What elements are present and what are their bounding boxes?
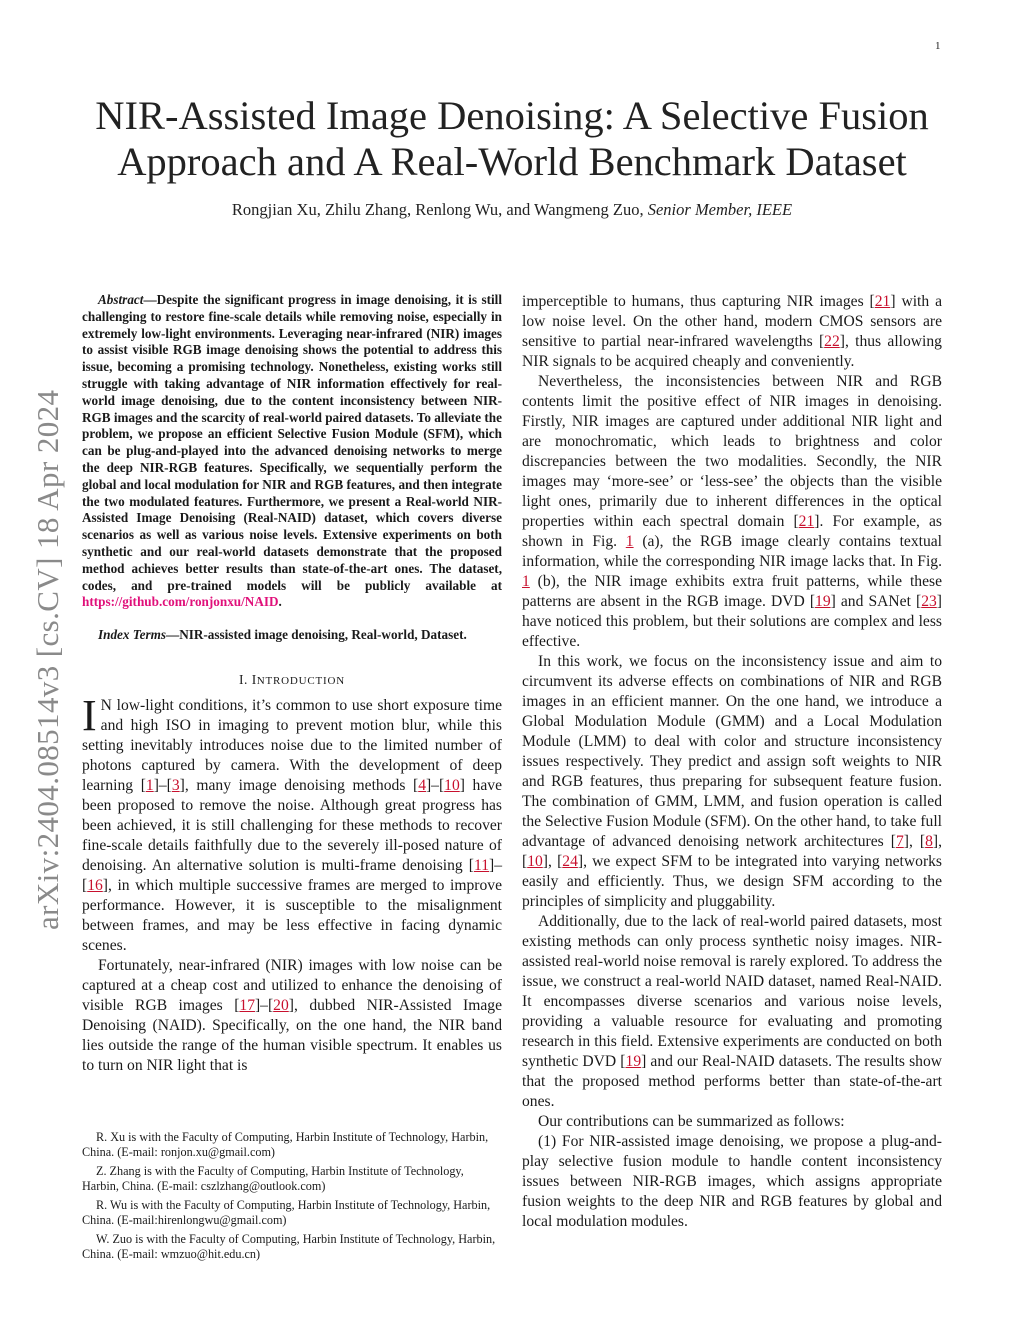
- right-paragraph-3: In this work, we focus on the inconsistency issue and aim to circumvent its adverse effects on combinations of NIR and RGB images in an efficient manner. On the one hand, we introduce a Global Modulation Module (GMM) and a Local Modulation Module (LMM) to deal with color and structure inconsistency issues respectively. They predict and assign soft weights to NIR and RGB features, thus preparing for subsequent feature fusion. The combination of GMM, LMM, and fusion operation is called the Selective Fusion Module (SFM). On the other hand, to take full advantage of advanced denoising network architectures [7], [8], [10], [24], we expect SFM to be integrated into varying networks easily and efficiently. Thus, we design SFM according to the principles of simplicity and pluggability.: [522, 653, 943, 910]
- citation-link[interactable]: 19: [815, 593, 831, 610]
- author-names: Rongjian Xu, Zhilu Zhang, Renlong Wu, and Wangmeng Zuo,: [231, 200, 644, 219]
- footnote: R. Wu is with the Faculty of Computing, Harbin Institute of Technology, Harbin, China. (E-mail:hirenlongwu@gmail.com): [82, 1198, 491, 1227]
- right-paragraph-6: (1) For NIR-assisted image denoising, we propose a plug-and-play selective fusion module to handle content inconsistency issues between NIR-RGB images, which assigns appropriate fusion weights to the deep NIR and RGB features by global and local modulation modules.: [522, 1133, 942, 1230]
- citation-link[interactable]: 16: [87, 876, 103, 894]
- citation-link[interactable]: 21: [798, 513, 815, 530]
- citation-link[interactable]: 11: [473, 856, 489, 874]
- figure-link[interactable]: 1: [522, 573, 530, 590]
- footnote: Z. Zhang is with the Faculty of Computing, Harbin Institute of Technology, Harbin, China. (E-mail: cszlzhang@outlook.com): [82, 1164, 464, 1193]
- right-paragraph-2: Nevertheless, the inconsistencies between NIR and RGB contents limit the positive effect of NIR images in denoising. Firstly, NIR images are captured under additional NIR light and are monochromatic, which leads to brightness and color discrepancies between the two modalities. Secondly, the NIR images may ‘more-see’ or ‘less-see’ the objects than the visible light ones, primarily due to inherent differences in the optical properties within each spectral domain [21]. For example, as shown in Fig. 1 (a), the RGB image clearly contains textual information, while the corresponding NIR image lacks that. In Fig. 1 (b), the NIR image exhibits extra fruit patterns, while these patterns are absent in the RGB image. DVD [19] and SANet [23] have noticed this problem, but their solutions are complex and less effective.: [522, 373, 943, 650]
- abstract: Abstract—Despite the significant progress in image denoising, it is still challenging to restore fine-scale details while removing noise, especially in extremely low-light environments. Leveraging near-infrared (NIR) images to assist visible RGB image denoising shows the potential to address this issue, becoming a promising technology. Nonetheless, existing works still struggle with taking advantage of NIR information effectively for real-world image denoising, due to the content inconsistency between NIR-RGB images and the scarcity of real-world paired datasets. To alleviate the problem, we propose an efficient Selective Fusion Module (SFM), which can be plug-and-played into the advanced denoising networks to merge the deep NIR-RGB features. Specifically, we sequentially perform the global and local modulation for NIR and RGB features, and then integrate the two modulated features. Furthermore, we present a Real-world NIR-Assisted Image Denoising (Real-NAID) dataset, which covers diverse scenarios as well as various noise levels. Extensive experiments on both synthetic and our real-world datasets demonstrate that the proposed method achieves better results than state-of-the-art ones. The dataset, codes, and pre-trained models will be publicly available at https://github.com/ronjonxu/NAID.: [82, 292, 502, 610]
- citation-link[interactable]: 10: [444, 776, 460, 794]
- citation-link[interactable]: 10: [527, 853, 543, 870]
- github-link[interactable]: https://github.com/ronjonxu/NAID: [82, 594, 279, 610]
- index-terms: Index Terms—NIR-assisted image denoising, Real-world, Dataset.: [98, 627, 467, 643]
- intro-paragraph-2: Fortunately, near-infrared (NIR) images with low noise can be captured at a cheap cost and utilized to enhance the denoising of visible RGB images [17]–[20], dubbed NIR-Assisted Image Denoising (NAID). Specifically, on the one hand, the NIR band lies outside the range of the human visible spectrum. It enables us to turn on NIR light that is: [82, 956, 502, 1074]
- citation-link[interactable]: 19: [625, 1053, 642, 1070]
- footnote: W. Zuo is with the Faculty of Computing, Harbin Institute of Technology, Harbin, China. (E-mail: wmzuo@hit.edu.cn): [82, 1232, 496, 1261]
- section-number: I.: [239, 671, 248, 687]
- citation-link[interactable]: 8: [925, 833, 933, 850]
- title-line-2: Approach and A Real-World Benchmark Dataset: [117, 139, 907, 184]
- footnote: R. Xu is with the Faculty of Computing, Harbin Institute of Technology, Harbin, China. (E-mail: ronjon.xu@gmail.com): [82, 1130, 489, 1159]
- citation-link[interactable]: 17: [239, 996, 255, 1014]
- citation-link[interactable]: 20: [273, 996, 289, 1014]
- citation-link[interactable]: 1: [145, 776, 154, 794]
- index-terms-text: NIR-assisted image denoising, Real-world, Dataset.: [179, 627, 467, 643]
- page-number: 1: [935, 40, 941, 52]
- index-terms-label: Index Terms: [98, 627, 167, 643]
- abstract-text: Despite the significant progress in image denoising, it is still challenging to restore fine-scale details while removing noise, especially in extremely low-light environments. Leveraging near-infrared (NIR) images to assist visible RGB image denoising shows the potential to address this issue, becoming a promising technology. Nonetheless, existing works still struggle with taking advantage of NIR information effectively for real-world image denoising, due to the content inconsistency between NIR-RGB images and the scarcity of real-world paired datasets. To alleviate the problem, we propose an efficient Selective Fusion Module (SFM), which can be plug-and-played into the advanced denoising networks to merge the deep NIR-RGB features. Specifically, we sequentially perform the global and local modulation for NIR and RGB features, and then integrate the two modulated features. Furthermore, we present a Real-world NIR-Assisted Image Denoising (Real-NAID) dataset, which covers diverse scenarios as well as various noise levels. Extensive experiments on both synthetic and our real-world datasets demonstrate that the proposed method achieves better results than state-of-the-art ones. The dataset, codes, and pre-trained models will be publicly available at: [82, 292, 502, 593]
- citation-link[interactable]: 22: [824, 333, 840, 350]
- citation-link[interactable]: 21: [874, 293, 891, 310]
- section-first-letter: I: [251, 671, 257, 687]
- paper-title: [60, 93, 964, 185]
- author-list: [60, 200, 964, 220]
- drop-cap: I: [82, 690, 97, 740]
- abstract-label: Abstract: [98, 292, 144, 307]
- citation-link[interactable]: 23: [921, 593, 937, 610]
- right-paragraph-5: Our contributions can be summarized as follows:: [538, 1113, 845, 1130]
- citation-link[interactable]: 24: [562, 853, 578, 870]
- right-column: [522, 292, 942, 1232]
- right-paragraph-4: Additionally, due to the lack of real-world paired datasets, most existing methods can only process synthetic noisy images. NIR-assisted real-world noise removal is rarely explored. To address the issue, we construct a real-world NAID dataset, named Real-NAID. It encompasses diverse scenarios and various noise levels, providing a valuable resource for evaluating and promoting research in this field. Extensive experiments are conducted on both synthetic DVD [19] and our Real-NAID datasets. The results show that the proposed method performs better than state-of-the-art ones.: [522, 913, 943, 1110]
- section-title-rest: NTRODUCTION: [256, 674, 345, 687]
- citation-link[interactable]: 3: [171, 776, 180, 794]
- intro-paragraph-1: I N low-light conditions, it’s common to use short exposure time and high ISO in imaging to prevent motion blur, while this setting inevitably introduces noise due to the limited number of photons captured by camera. With the development of deep learning [1]–[3], many image denoising methods [4]–[10] have been proposed to remove the noise. Although great progress has been achieved, it is still challenging for these methods to recover fine-scale details faithfully due to the severely ill-posed nature of denoising. An alternative solution is multi-frame denoising [11]–[16], in which multiple successive frames are merged to improve performance. However, it is susceptible to the misalignment between frames, and may be less effective in facing dynamic scenes.: [82, 690, 502, 954]
- section-heading-introduction: [82, 672, 502, 688]
- figure-link[interactable]: 1: [625, 533, 634, 550]
- author-footnotes: [82, 1130, 502, 1266]
- right-paragraph-1: imperceptible to humans, thus capturing NIR images [21] with a low noise level. On the other hand, modern CMOS sensors are sensitive to partial near-infrared wavelengths [22], thus allowing NIR signals to be acquired cheaply and conveniently.: [522, 293, 943, 370]
- citation-link[interactable]: 7: [895, 833, 904, 850]
- citation-link[interactable]: 4: [418, 776, 426, 794]
- author-membership: Senior Member, IEEE: [647, 200, 793, 219]
- title-line-1: NIR-Assisted Image Denoising: A Selective Fusion: [95, 93, 929, 138]
- arxiv-identifier-stamp[interactable]: arXiv:2404.08514v3 [cs.CV] 18 Apr 2024: [30, 389, 65, 931]
- left-column: [82, 292, 502, 1076]
